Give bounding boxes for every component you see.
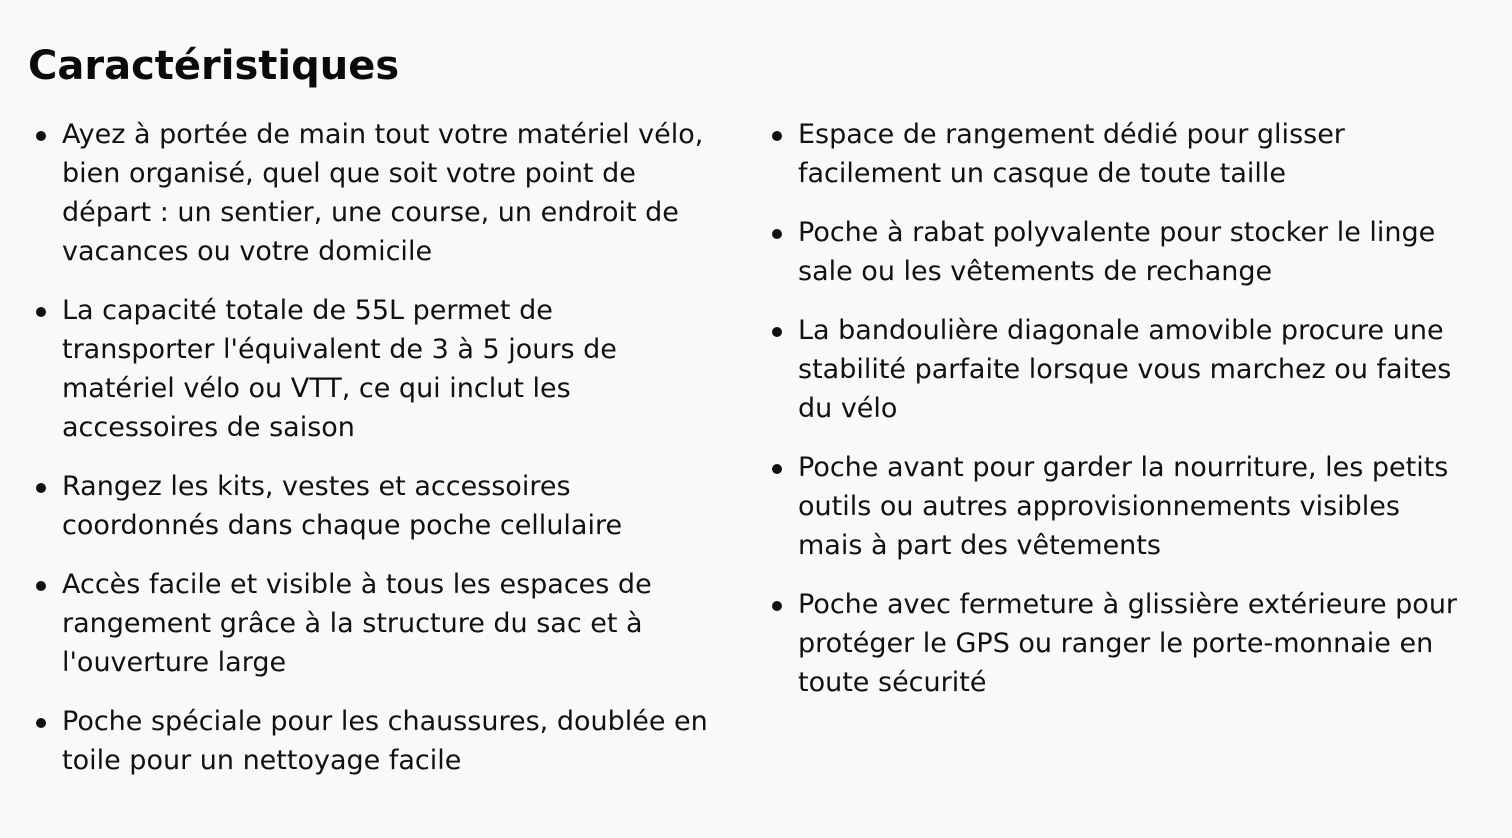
bullet-icon: [36, 131, 46, 141]
bullet-icon: [36, 718, 46, 728]
features-list-left: [32, 115, 712, 800]
list-item: [768, 213, 1468, 291]
list-item: [32, 291, 712, 447]
list-item-text: Rangez les kits, vestes et accessoires coordonnés dans chaque poche cellulaire: [62, 471, 623, 541]
bullet-icon: [36, 483, 46, 493]
list-item: [32, 702, 712, 780]
bullet-icon: [772, 229, 782, 239]
list-item-text: Ayez à portée de main tout votre matériel vélo, bien organisé, quel que soit votre point de départ : un sentier, une course, un endroit de vacances ou votre domicile: [62, 119, 704, 267]
bullet-icon: [772, 601, 782, 611]
bullet-icon: [772, 131, 782, 141]
list-item-text: Espace de rangement dédié pour glisser facilement un casque de toute taille: [798, 119, 1345, 189]
features-list-right: [768, 115, 1468, 722]
list-item-text: Poche avec fermeture à glissière extérieure pour protéger le GPS ou ranger le porte-monnaie en toute sécurité: [798, 589, 1458, 698]
bullet-icon: [772, 327, 782, 337]
list-item: [768, 448, 1468, 565]
bullet-icon: [772, 464, 782, 474]
list-item-text: La capacité totale de 55L permet de transporter l'équivalent de 3 à 5 jours de matériel vélo ou VTT, ce qui inclut les accessoires de saison: [62, 295, 617, 443]
list-item: [32, 115, 712, 271]
list-item-text: La bandoulière diagonale amovible procure une stabilité parfaite lorsque vous marchez ou faites du vélo: [798, 315, 1452, 424]
list-item-text: Poche spéciale pour les chaussures, doublée en toile pour un nettoyage facile: [62, 706, 708, 776]
list-item-text: Poche à rabat polyvalente pour stocker le linge sale ou les vêtements de rechange: [798, 217, 1436, 287]
bullet-icon: [36, 307, 46, 317]
list-item: [32, 565, 712, 682]
list-item-text: Poche avant pour garder la nourriture, les petits outils ou autres approvisionnements visibles mais à part des vêtements: [798, 452, 1449, 561]
section-title: Caractéristiques: [28, 43, 400, 89]
list-item-text: Accès facile et visible à tous les espaces de rangement grâce à la structure du sac et à l'ouverture large: [62, 569, 652, 678]
bullet-icon: [36, 581, 46, 591]
list-item: [768, 585, 1468, 702]
list-item: [768, 115, 1468, 193]
list-item: [32, 467, 712, 545]
list-item: [768, 311, 1468, 428]
